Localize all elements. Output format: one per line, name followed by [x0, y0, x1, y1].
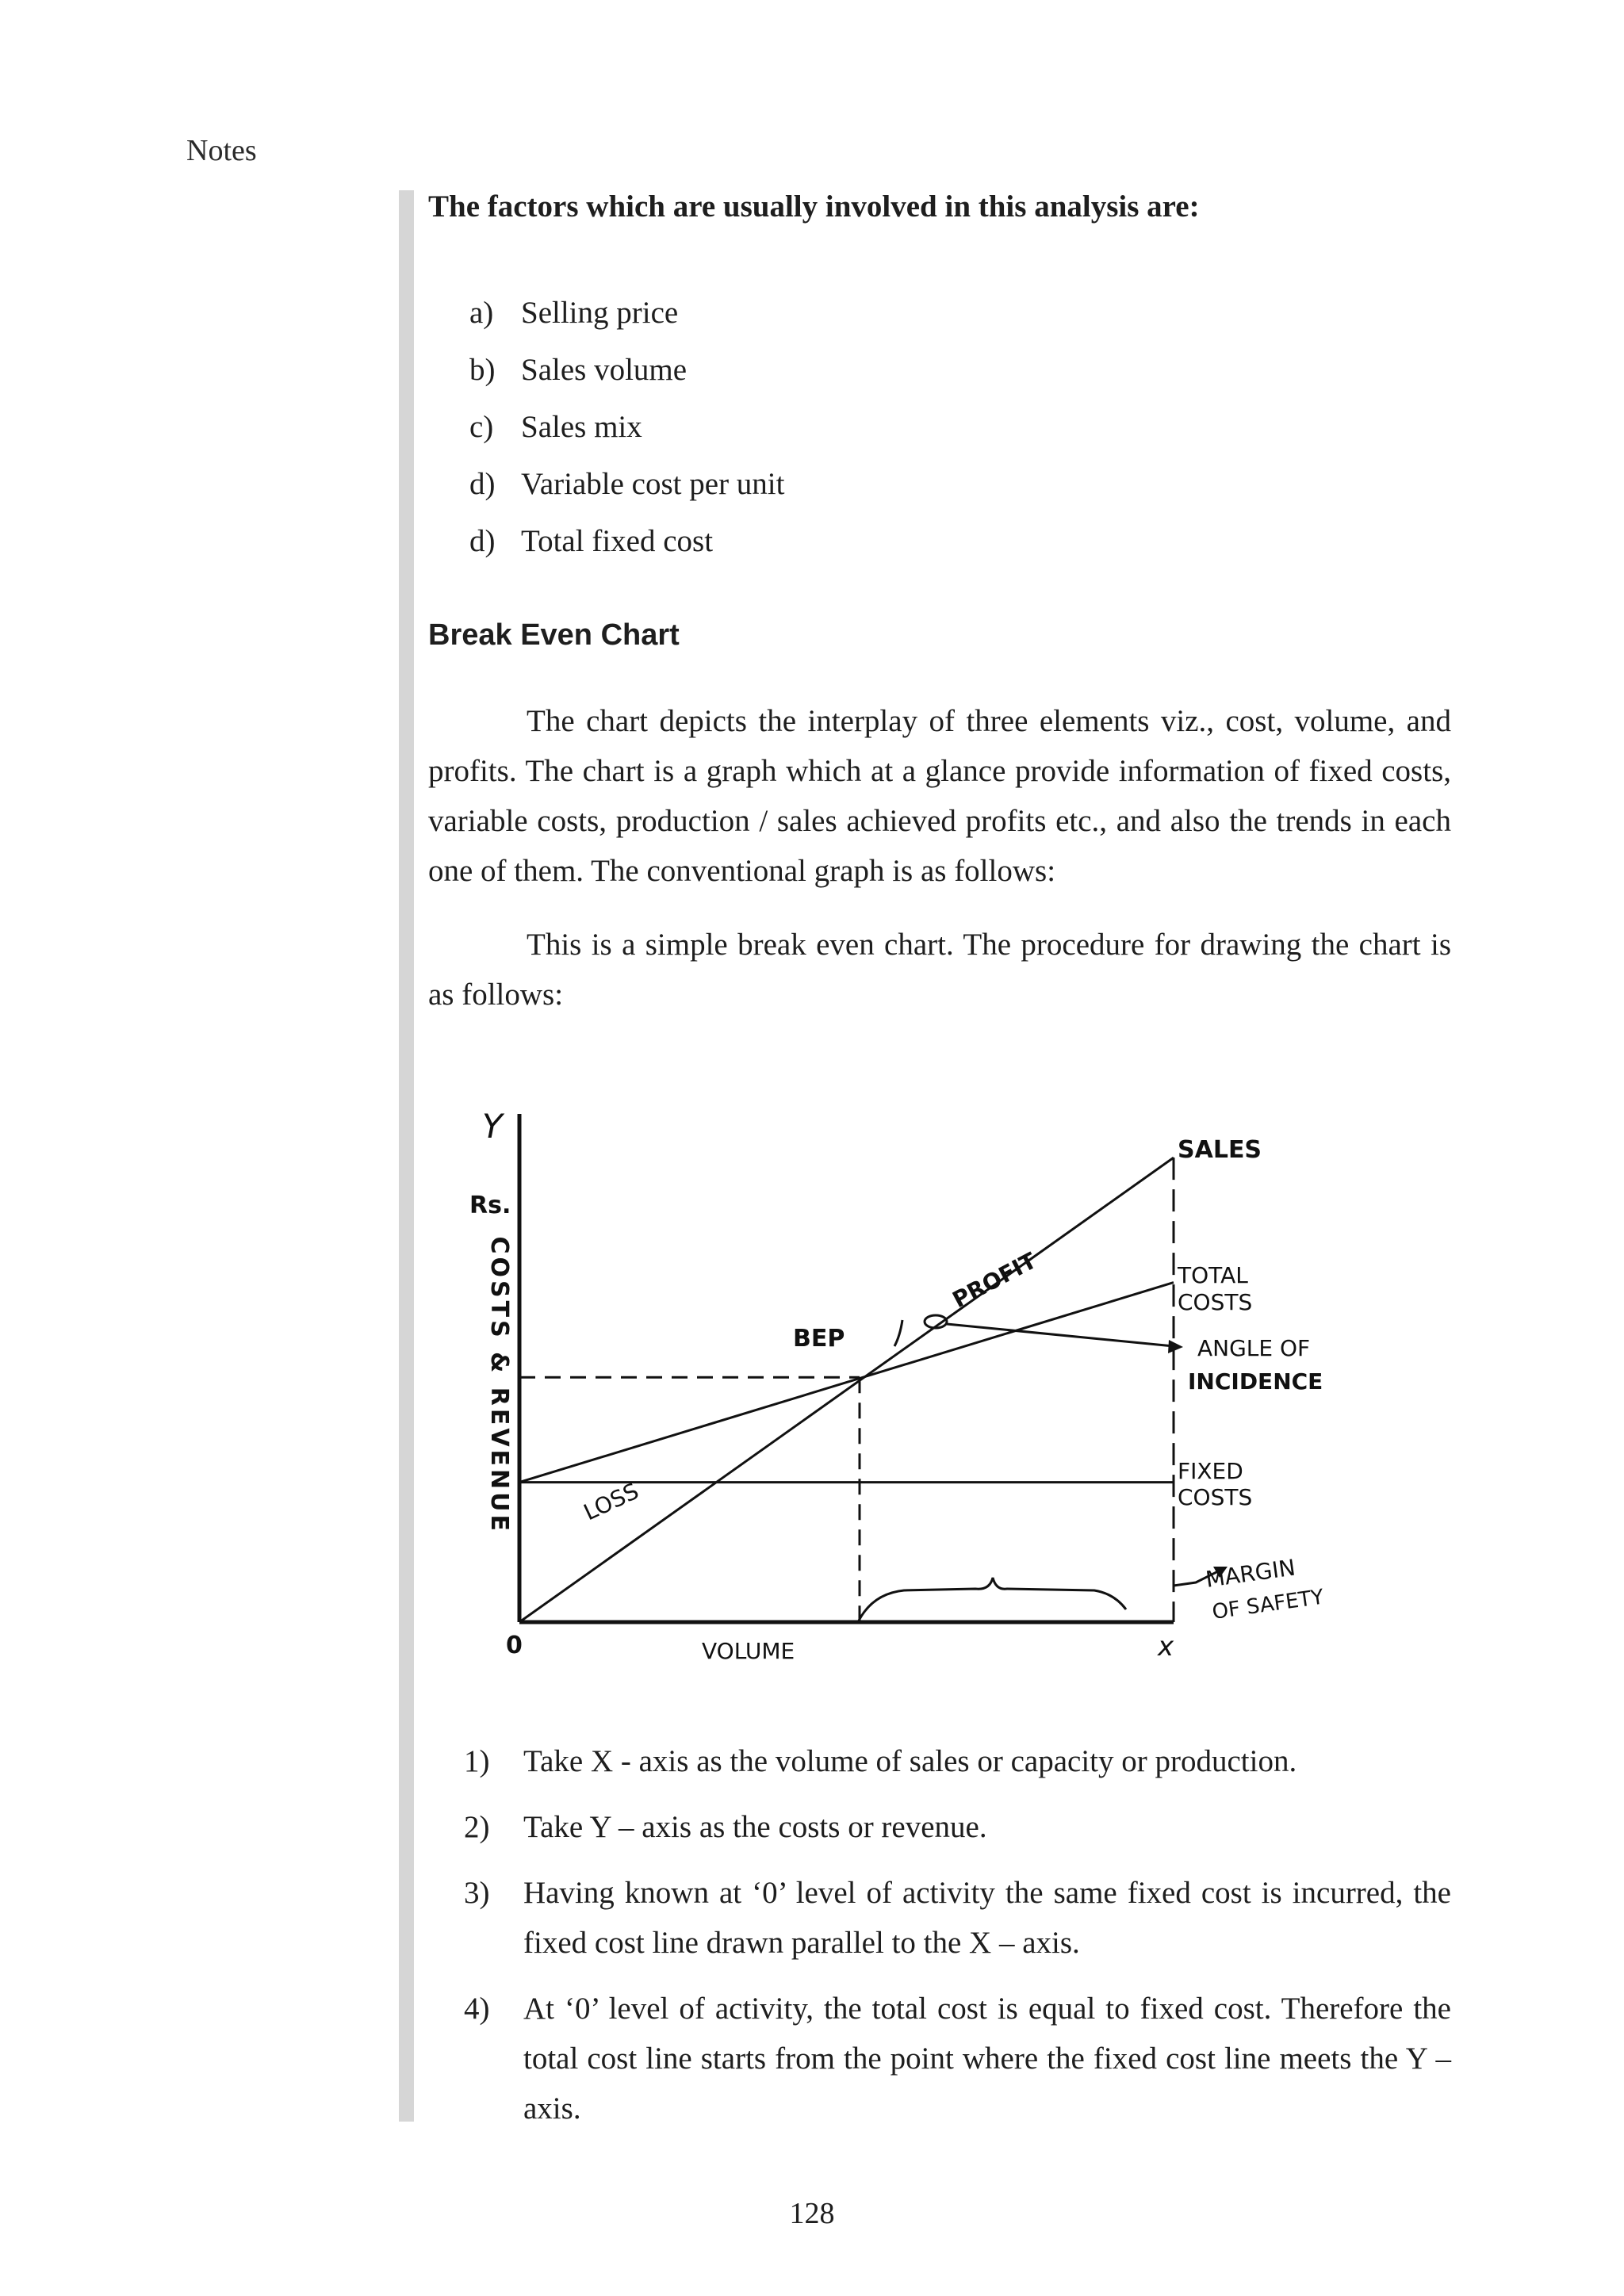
page-number: 128 [789, 2197, 835, 2230]
margin-label-line2: OF SAFETY [1210, 1585, 1326, 1624]
angle-arc [894, 1320, 902, 1346]
list-item [469, 341, 1451, 398]
total-costs-label-line2: COSTS [1178, 1289, 1253, 1315]
total-cost-line [519, 1283, 1174, 1483]
profit-label: PROFIT [948, 1247, 1041, 1314]
list-item [469, 398, 1451, 455]
paragraph-chart-intro: The chart depicts the interplay of three elements viz., cost, volume, and profits. The chart is a graph which at a glance provide information of fixed costs, variable costs, production / sales achieved profits etc., and also the trends in each one of them. The conventional graph is as follows: [428, 704, 1451, 888]
margin-notes-label: Notes [186, 134, 257, 167]
bep-label: BEP [793, 1325, 845, 1353]
origin-label: 0 [506, 1632, 523, 1659]
step-text: At ‘0’ level of activity, the total cost is equal to fixed cost. Therefore the total cost line starts from the point where the fixed cost line meets the Y – axis. [523, 1992, 1451, 2126]
procedure-steps [464, 1736, 1451, 2149]
paragraph-procedure: This is a simple break even chart. The procedure for drawing the chart is as follows: [428, 928, 1451, 1012]
margin-label-line1: MARGIN [1204, 1554, 1297, 1593]
angle-arrowhead [1168, 1340, 1183, 1353]
item-label: b) [469, 352, 496, 387]
step-text: Having known at ‘0’ level of activity the same fixed cost is incurred, the fixed cost line drawn parallel to the X – axis. [523, 1876, 1451, 1960]
angle-label-line2: INCIDENCE [1188, 1368, 1323, 1395]
item-label: c) [469, 409, 494, 444]
y-unit-label: Rs. [469, 1192, 511, 1219]
break-even-chart [460, 1094, 1396, 1673]
fixed-costs-label-line1: FIXED [1178, 1458, 1243, 1484]
step-number: 1) [464, 1744, 490, 1778]
main-content [428, 187, 1451, 1020]
item-label: a) [469, 295, 494, 330]
x-axis-label: VOLUME [702, 1638, 795, 1664]
factors-heading: The factors which are usually involved in this analysis are: [428, 189, 1200, 224]
angle-arrow-line [947, 1324, 1174, 1346]
item-label: d) [469, 466, 496, 501]
list-item [469, 455, 1451, 512]
sales-label: SALES [1178, 1136, 1262, 1164]
margin-bar [399, 190, 414, 2122]
step-number: 4) [464, 1992, 490, 2026]
sales-line [519, 1158, 1174, 1622]
item-text: Selling price [521, 295, 679, 330]
loss-label: LOSS [580, 1477, 643, 1526]
item-text: Variable cost per unit [521, 466, 785, 501]
step-number: 3) [464, 1876, 490, 1910]
fixed-costs-label-line2: COSTS [1178, 1484, 1253, 1510]
step-text: Take X - axis as the volume of sales or capacity or production. [523, 1744, 1297, 1778]
list-item [469, 512, 1451, 569]
y-axis-symbol: Y [482, 1107, 503, 1146]
list-item [464, 1736, 1451, 1786]
margin-of-safety-brace [858, 1578, 1126, 1622]
item-label: d) [469, 523, 496, 558]
x-end-label: x [1158, 1631, 1174, 1663]
total-costs-label-line1: TOTAL [1178, 1262, 1248, 1288]
y-axis-label: COSTS & REVENUE [485, 1236, 513, 1534]
item-text: Sales mix [521, 409, 642, 444]
chart-svg [460, 1094, 1396, 1673]
step-number: 2) [464, 1810, 490, 1844]
factors-list [428, 284, 1451, 569]
section-heading: Break Even Chart [428, 618, 680, 652]
list-item [464, 1868, 1451, 1968]
step-text: Take Y – axis as the costs or revenue. [523, 1810, 987, 1844]
list-item [464, 1802, 1451, 1852]
angle-label-line1: ANGLE OF [1197, 1335, 1311, 1361]
item-text: Total fixed cost [521, 523, 714, 558]
item-text: Sales volume [521, 352, 688, 387]
list-item [469, 284, 1451, 341]
list-item [464, 1984, 1451, 2133]
